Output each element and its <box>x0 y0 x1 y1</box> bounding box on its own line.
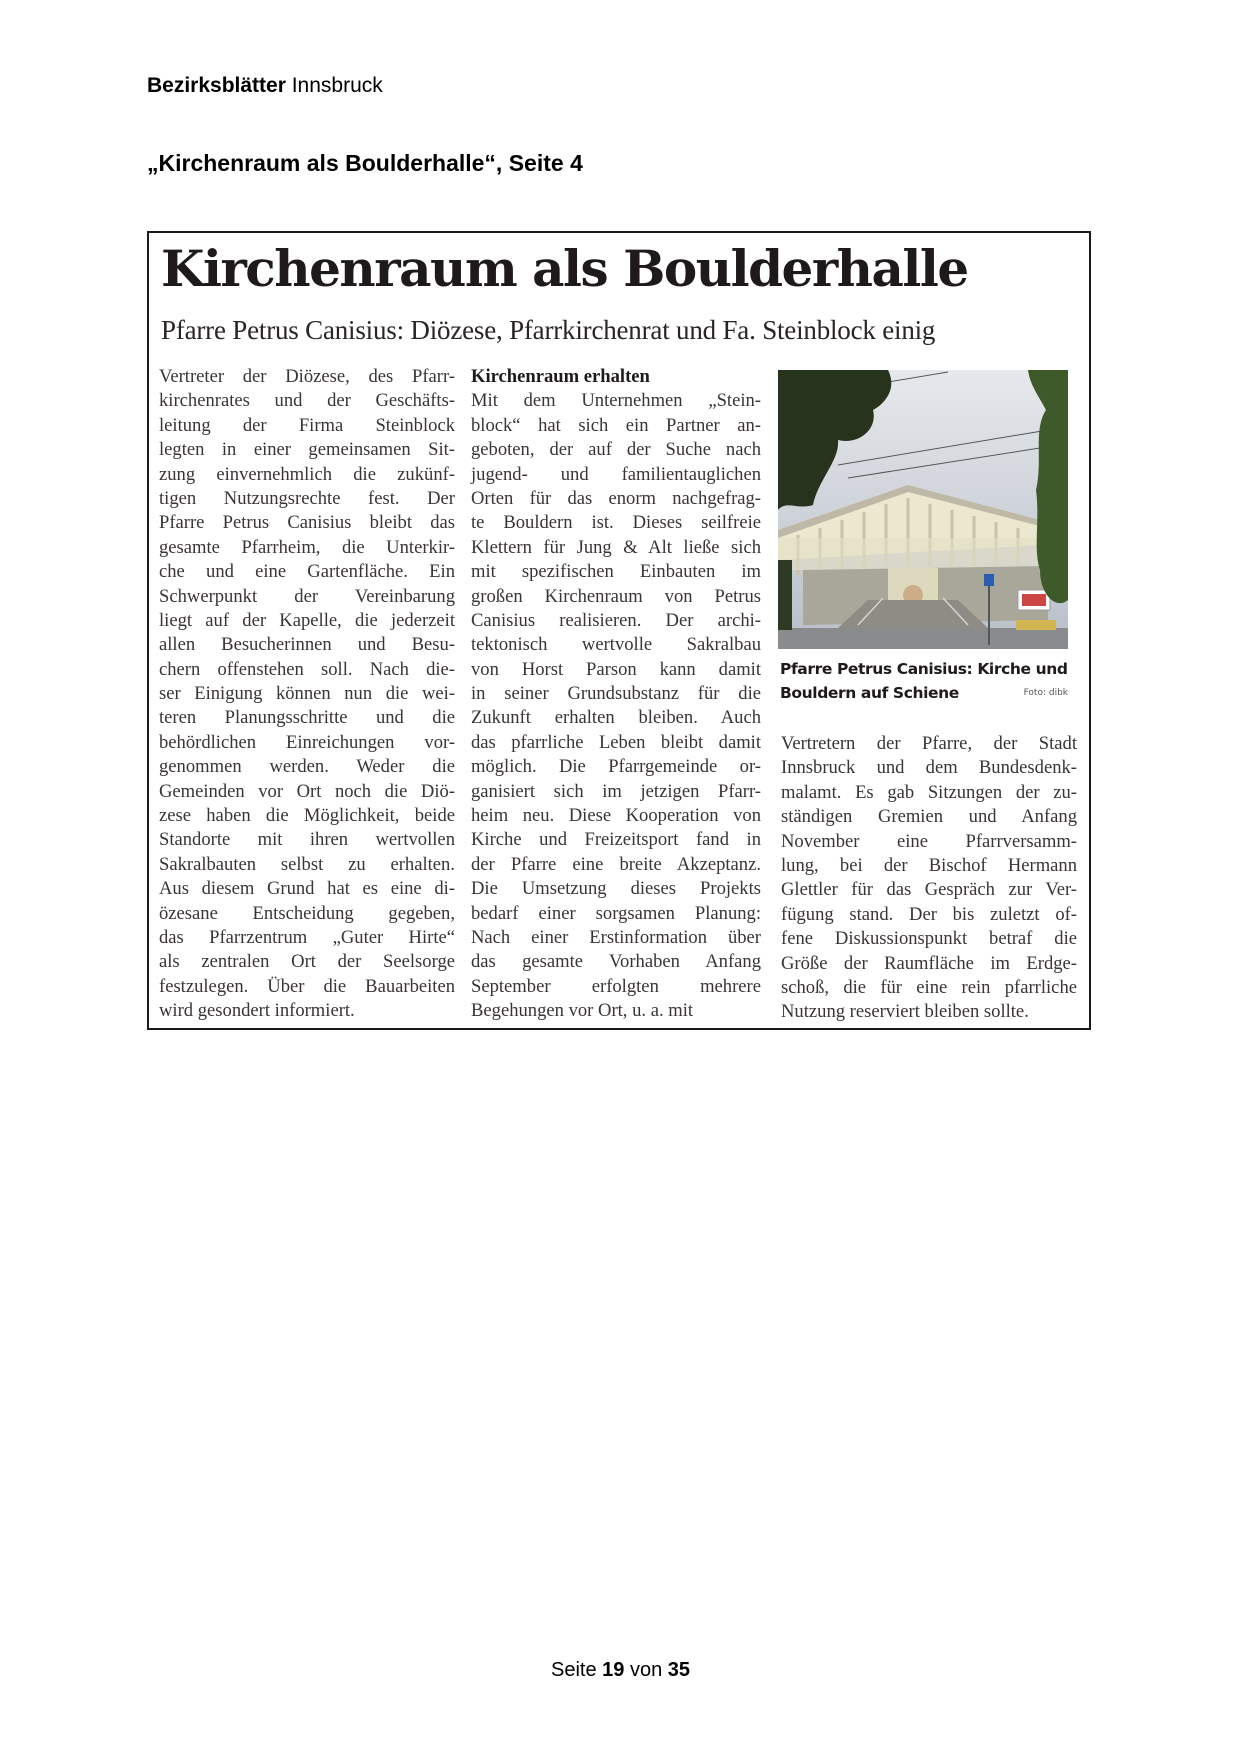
text-line: November eine Pfarrversamm- <box>781 830 1077 852</box>
text-line: malamt. Es gab Sitzungen der zu- <box>781 781 1077 803</box>
text-line: lung, bei der Bischof Hermann <box>781 854 1077 876</box>
text-line: gesamte Pfarrheim, die Unterkir- <box>159 536 455 558</box>
text-line: das gesamte Vorhaben Anfang <box>471 951 761 973</box>
text-line: tektonisch wertvolle Sakralbau <box>471 634 761 656</box>
text-line: zung einvernehmlich die zukünf- <box>159 463 455 485</box>
text-line: möglich. Die Pfarrgemeinde or- <box>471 756 761 778</box>
text-line: te Bouldern ist. Dieses seilfreie <box>471 512 761 534</box>
caption-line: Pfarre Petrus Canisius: Kirche und <box>780 660 1068 678</box>
text-line: teren Planungsschritte und die <box>159 707 455 729</box>
page-number <box>0 1659 1241 1682</box>
page-separator: von <box>624 1659 668 1681</box>
text-line: wird gesondert informiert. <box>159 1000 355 1022</box>
church-photo <box>778 370 1068 649</box>
text-line: Glettler für das Gespräch zur Ver- <box>781 879 1077 901</box>
article-subheadline: Pfarre Petrus Canisius: Diözese, Pfarrkirchenrat und Fa. Steinblock einig <box>161 315 936 345</box>
caption-line: Bouldern auf Schiene <box>780 684 959 702</box>
text-line: bedarf einer sorgsamen Planung: <box>471 902 761 924</box>
text-line: tigen Nutzungsrechte fest. Der <box>159 487 455 509</box>
text-line: ganisiert sich im jetzigen Pfarr- <box>471 780 761 802</box>
total-pages: 35 <box>667 1659 690 1681</box>
text-line: che und eine Gartenfläche. Ein <box>159 561 455 583</box>
section-heading: Kirchenraum erhalten <box>471 366 650 387</box>
text-line: Schwerpunkt der Vereinbarung <box>159 585 455 607</box>
publication-name: Bezirksblätter <box>147 74 286 97</box>
photo-credit: Foto: dibk <box>1023 688 1068 698</box>
text-line: als zentralen Ort der Seelsorge <box>159 951 455 973</box>
text-line: das Pfarrzentrum „Guter Hirte“ <box>159 926 455 948</box>
text-line: das pfarrliche Leben bleibt damit <box>471 731 761 753</box>
article-headline: Kirchenraum als Boulderhalle <box>161 239 968 298</box>
text-line: leitung der Firma Steinblock <box>159 414 455 436</box>
text-line: Die Umsetzung dieses Projekts <box>471 878 761 900</box>
text-line: Kirche und Freizeitsport fand in <box>471 829 761 851</box>
article-column-2 <box>471 365 761 1024</box>
text-line: geboten, der auf der Suche nach <box>471 439 761 461</box>
text-line: mit spezifischen Einbauten im <box>471 561 761 583</box>
text-line: Sakralbauten selbst zu erhalten. <box>159 853 455 875</box>
newspaper-clipping <box>147 231 1091 1030</box>
text-line: behördlichen Einreichungen vor- <box>159 731 455 753</box>
text-line: block“ hat sich ein Partner an- <box>471 414 761 436</box>
article-column-2-body <box>471 389 761 1023</box>
text-line: genommen werden. Weder die <box>159 756 455 778</box>
text-line: in seiner Grundsubstanz für die <box>471 683 761 705</box>
text-line: ständigen Gremien und Anfang <box>781 806 1077 828</box>
text-line: festzulegen. Über die Bauarbeiten <box>159 975 455 997</box>
photo-caption <box>780 657 1070 705</box>
article-column-1 <box>159 365 455 1024</box>
text-line: der Pfarre eine breite Akzeptanz. <box>471 853 761 875</box>
text-line: heim neu. Diese Kooperation von <box>471 805 761 827</box>
publication-region: Innsbruck <box>285 74 383 97</box>
text-line: Canisius realisieren. Der archi- <box>471 609 761 631</box>
text-line: Mit dem Unternehmen „Stein- <box>471 390 761 412</box>
text-line: Vertretern der Pfarre, der Stadt <box>781 733 1077 754</box>
text-line: Größe der Raumfläche im Erdge- <box>781 952 1077 974</box>
text-line: großen Kirchenraum von Petrus <box>471 585 761 607</box>
page-label: Seite <box>550 1659 603 1681</box>
text-line: chern offenstehen soll. Nach die- <box>159 658 455 680</box>
text-line: Nutzung reserviert bleiben sollte. <box>781 1001 1029 1023</box>
text-line: allen Besucherinnen und Besu- <box>159 634 455 656</box>
text-line: Zukunft erhalten bleiben. Auch <box>471 707 761 729</box>
text-line: Orten für das enorm nachgefrag- <box>471 487 761 509</box>
text-line: Innsbruck und dem Bundesdenk- <box>781 757 1077 779</box>
text-line: jugend- und familientauglichen <box>471 463 761 485</box>
current-page: 19 <box>602 1659 625 1681</box>
text-line: ser Einigung können nun die wei- <box>159 683 455 705</box>
text-line: zese haben die Möglichkeit, beide <box>159 805 455 827</box>
text-line: kirchenrates und der Geschäfts- <box>159 390 455 412</box>
text-line: legten in einer gemeinsamen Sit- <box>159 439 455 461</box>
text-line: Begehungen vor Ort, u. a. mit <box>471 1000 694 1022</box>
publication-header <box>147 74 383 98</box>
text-line: schoß, die für eine rein pfarrliche <box>781 976 1077 998</box>
text-line: Pfarre Petrus Canisius bleibt das <box>159 512 455 534</box>
text-line: Gemeinden vor Ort noch die Diö- <box>159 780 455 802</box>
text-line: September erfolgten mehrere <box>471 975 761 997</box>
text-line: von Horst Parson kann damit <box>471 658 761 680</box>
text-line: Klettern für Jung & Alt ließe sich <box>471 536 761 558</box>
text-line: Vertreter der Diözese, des Pfarr- <box>159 366 455 387</box>
article-column-3 <box>781 732 1077 1025</box>
text-line: fügung stand. Der bis zuletzt of- <box>781 903 1077 925</box>
church-photo-icon <box>778 370 1068 649</box>
text-line: liegt auf der Kapelle, die jederzeit <box>159 609 455 631</box>
text-line: özesane Entscheidung gegeben, <box>159 902 455 924</box>
text-line: Standorte mit ihren wertvollen <box>159 829 455 851</box>
article-reference: „Kirchenraum als Boulderhalle“, Seite 4 <box>147 150 583 176</box>
text-line: Nach einer Erstinformation über <box>471 926 761 948</box>
text-line: Aus diesem Grund hat es eine di- <box>159 878 455 900</box>
text-line: fene Diskussionspunkt betraf die <box>781 928 1077 950</box>
